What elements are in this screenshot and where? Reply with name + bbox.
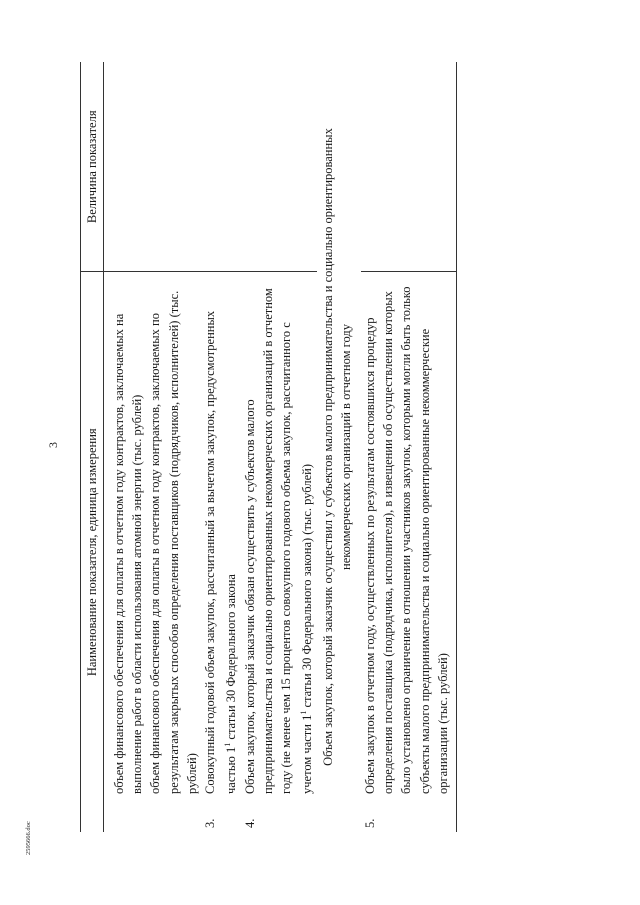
row-number bbox=[146, 794, 201, 832]
table-row bbox=[201, 62, 241, 832]
row-number: 4. bbox=[242, 818, 257, 828]
row-value bbox=[361, 62, 452, 272]
row-number: 5. bbox=[362, 818, 377, 828]
indicators-table bbox=[80, 62, 457, 832]
row-number: 3. bbox=[203, 818, 218, 828]
row-text: Объем закупок в отчетном году, осуществленных по результатам состоявшихся процедур определения поставщика (подрядчика, исполнителя), в извещении об осуществлении которых было установлено ограничение в отношении участников закупок, которыми могли быть только субъекты малого предпринимательства и социально ориентированные некоммерческие организации (тыс. рублей) bbox=[362, 286, 450, 794]
row-value bbox=[110, 62, 146, 272]
row-number bbox=[110, 794, 146, 832]
table-row bbox=[241, 62, 317, 832]
table-header-row bbox=[81, 62, 104, 832]
subsection-title: Объем закупок, который заказчик осуществил у субъектов малого предпринимательства и социально ориентированных некоммерческих организаций в отчетном году bbox=[320, 128, 353, 766]
header-indicator-name: Наименование показателя, единица измерения bbox=[81, 272, 104, 832]
row-text: объем финансового обеспечения для оплаты в отчетном году контрактов, заключаемых на выполнение работ в области использования атомной энергии (тыс. рублей) bbox=[112, 313, 145, 794]
row-text: Объем закупок, который заказчик обязан осуществить у субъектов малого предпринимательства и социально ориентированных некоммерческих организаций в отчетном году (не менее чем 15 процентов совокупного годового объема закупок, рассчитанного с учетом части $1^1$ статьи 30 Федерального закона) (тыс. рублей) bbox=[242, 288, 315, 794]
table-row bbox=[361, 62, 452, 832]
header-indicator-value: Величина показателя bbox=[81, 62, 104, 272]
row-value bbox=[146, 62, 201, 272]
subsection-row bbox=[317, 62, 361, 832]
row-text: объем финансового обеспечения для оплаты в отчетном году контрактов, заключаемых по результатам закрытых способов определения поставщиков (подрядчиков, исполнителей) (тыс. рублей) bbox=[148, 290, 199, 794]
row-text: Совокупный годовой объем закупок, рассчитанный за вычетом закупок, предусмотренных частью $1^1$ статьи 30 Федерального закона bbox=[203, 310, 239, 794]
page-number: 3 bbox=[46, 442, 60, 448]
row-value bbox=[241, 62, 317, 272]
table-row bbox=[110, 62, 146, 832]
document-footer: 2595666.doc bbox=[25, 821, 32, 855]
table-row bbox=[146, 62, 201, 832]
rotated-page-content bbox=[80, 62, 600, 832]
row-value bbox=[201, 62, 241, 272]
